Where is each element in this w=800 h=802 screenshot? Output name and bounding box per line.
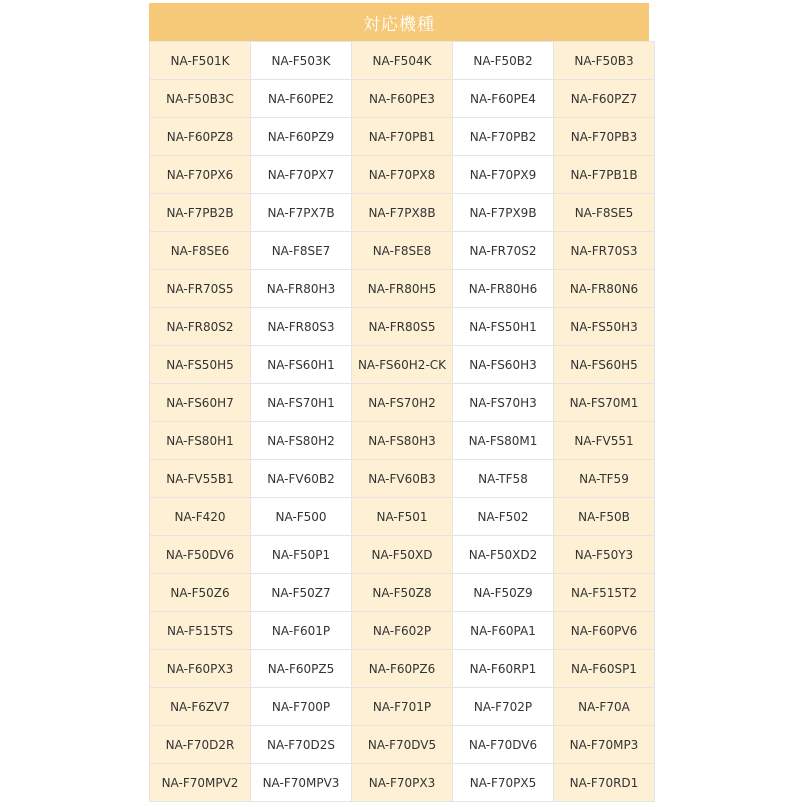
model-cell: NA-FV55B1: [150, 460, 251, 498]
table-row: [150, 346, 655, 384]
model-cell: NA-F70PX3: [352, 764, 453, 802]
model-cell: NA-F70MP3: [554, 726, 655, 764]
model-cell: NA-F70PX5: [453, 764, 554, 802]
model-cell: NA-FR80N6: [554, 270, 655, 308]
model-cell: NA-F60PX3: [150, 650, 251, 688]
models-table-body: [150, 42, 655, 802]
model-cell: NA-F60PE3: [352, 80, 453, 118]
model-cell: NA-F70PB3: [554, 118, 655, 156]
table-row: [150, 422, 655, 460]
model-cell: NA-F701P: [352, 688, 453, 726]
model-cell: NA-FS70H2: [352, 384, 453, 422]
model-cell: NA-F700P: [251, 688, 352, 726]
model-cell: NA-F7PB1B: [554, 156, 655, 194]
model-cell: NA-FS60H5: [554, 346, 655, 384]
model-cell: NA-F60PV6: [554, 612, 655, 650]
model-cell: NA-FR70S5: [150, 270, 251, 308]
model-cell: NA-F60PZ8: [150, 118, 251, 156]
model-cell: NA-FV60B3: [352, 460, 453, 498]
model-cell: NA-F60PA1: [453, 612, 554, 650]
model-cell: NA-FR80S2: [150, 308, 251, 346]
model-cell: NA-F8SE8: [352, 232, 453, 270]
model-cell: NA-F60PZ9: [251, 118, 352, 156]
model-cell: NA-FS80M1: [453, 422, 554, 460]
model-cell: NA-FS60H3: [453, 346, 554, 384]
model-cell: NA-F501: [352, 498, 453, 536]
model-cell: NA-F70DV6: [453, 726, 554, 764]
model-cell: NA-F70DV5: [352, 726, 453, 764]
model-cell: NA-F50B3C: [150, 80, 251, 118]
model-cell: NA-F50B3: [554, 42, 655, 80]
model-cell: NA-FR70S2: [453, 232, 554, 270]
model-cell: NA-FS80H3: [352, 422, 453, 460]
table-row: [150, 726, 655, 764]
model-cell: NA-FR80S5: [352, 308, 453, 346]
model-cell: NA-FS70H3: [453, 384, 554, 422]
model-cell: NA-F50B: [554, 498, 655, 536]
model-cell: NA-F50P1: [251, 536, 352, 574]
model-cell: NA-FR70S3: [554, 232, 655, 270]
model-cell: NA-F8SE5: [554, 194, 655, 232]
table-row: [150, 42, 655, 80]
model-cell: NA-F70A: [554, 688, 655, 726]
table-row: [150, 498, 655, 536]
model-cell: NA-F60PZ7: [554, 80, 655, 118]
model-cell: NA-F502: [453, 498, 554, 536]
table-row: [150, 536, 655, 574]
model-cell: NA-F7PX8B: [352, 194, 453, 232]
table-row: [150, 460, 655, 498]
model-cell: NA-F60RP1: [453, 650, 554, 688]
model-cell: NA-F500: [251, 498, 352, 536]
table-row: [150, 764, 655, 802]
model-cell: NA-FV551: [554, 422, 655, 460]
table-row: [150, 118, 655, 156]
model-cell: NA-F50Z9: [453, 574, 554, 612]
table-row: [150, 156, 655, 194]
table-title: 対応機種: [363, 14, 435, 35]
table-row: [150, 232, 655, 270]
model-cell: NA-F60PE4: [453, 80, 554, 118]
model-cell: NA-F501K: [150, 42, 251, 80]
model-cell: NA-F602P: [352, 612, 453, 650]
table-row: [150, 688, 655, 726]
model-cell: NA-F50Y3: [554, 536, 655, 574]
table-row: [150, 270, 655, 308]
model-cell: NA-FS60H1: [251, 346, 352, 384]
model-cell: NA-F60PE2: [251, 80, 352, 118]
compatible-models-panel: [149, 3, 649, 802]
model-cell: NA-F60SP1: [554, 650, 655, 688]
model-cell: NA-FR80S3: [251, 308, 352, 346]
model-cell: NA-TF58: [453, 460, 554, 498]
model-cell: NA-F8SE6: [150, 232, 251, 270]
table-row: [150, 80, 655, 118]
model-cell: NA-F50Z7: [251, 574, 352, 612]
model-cell: NA-F70PX8: [352, 156, 453, 194]
model-cell: NA-F70PB2: [453, 118, 554, 156]
model-cell: NA-F503K: [251, 42, 352, 80]
model-cell: NA-F60PZ6: [352, 650, 453, 688]
model-cell: NA-FS70H1: [251, 384, 352, 422]
model-cell: NA-F504K: [352, 42, 453, 80]
model-cell: NA-F50B2: [453, 42, 554, 80]
model-cell: NA-FS50H5: [150, 346, 251, 384]
model-cell: NA-F702P: [453, 688, 554, 726]
model-cell: NA-F60PZ5: [251, 650, 352, 688]
model-cell: NA-F515TS: [150, 612, 251, 650]
model-cell: NA-FS60H2-CK: [352, 346, 453, 384]
model-cell: NA-F70MPV2: [150, 764, 251, 802]
model-cell: NA-F70D2R: [150, 726, 251, 764]
table-header: [149, 3, 649, 41]
model-cell: NA-F50Z6: [150, 574, 251, 612]
table-row: [150, 650, 655, 688]
model-cell: NA-F7PX9B: [453, 194, 554, 232]
model-cell: NA-TF59: [554, 460, 655, 498]
model-cell: NA-FS50H3: [554, 308, 655, 346]
model-cell: NA-F70MPV3: [251, 764, 352, 802]
model-cell: NA-F70PX6: [150, 156, 251, 194]
model-cell: NA-F50XD2: [453, 536, 554, 574]
model-cell: NA-F70PX7: [251, 156, 352, 194]
model-cell: NA-FS50H1: [453, 308, 554, 346]
model-cell: NA-F70PX9: [453, 156, 554, 194]
model-cell: NA-F420: [150, 498, 251, 536]
model-cell: NA-F7PB2B: [150, 194, 251, 232]
table-row: [150, 612, 655, 650]
model-cell: NA-F70D2S: [251, 726, 352, 764]
model-cell: NA-FV60B2: [251, 460, 352, 498]
model-cell: NA-F70PB1: [352, 118, 453, 156]
model-cell: NA-F8SE7: [251, 232, 352, 270]
model-cell: NA-FS60H7: [150, 384, 251, 422]
model-cell: NA-FS80H1: [150, 422, 251, 460]
model-cell: NA-F6ZV7: [150, 688, 251, 726]
model-cell: NA-FR80H6: [453, 270, 554, 308]
model-cell: NA-F601P: [251, 612, 352, 650]
model-cell: NA-FS70M1: [554, 384, 655, 422]
model-cell: NA-FR80H5: [352, 270, 453, 308]
models-table: [149, 41, 655, 802]
model-cell: NA-F50DV6: [150, 536, 251, 574]
table-row: [150, 574, 655, 612]
model-cell: NA-F50Z8: [352, 574, 453, 612]
model-cell: NA-FR80H3: [251, 270, 352, 308]
model-cell: NA-F70RD1: [554, 764, 655, 802]
model-cell: NA-F7PX7B: [251, 194, 352, 232]
table-row: [150, 194, 655, 232]
table-row: [150, 384, 655, 422]
model-cell: NA-F50XD: [352, 536, 453, 574]
model-cell: NA-F515T2: [554, 574, 655, 612]
model-cell: NA-FS80H2: [251, 422, 352, 460]
table-row: [150, 308, 655, 346]
